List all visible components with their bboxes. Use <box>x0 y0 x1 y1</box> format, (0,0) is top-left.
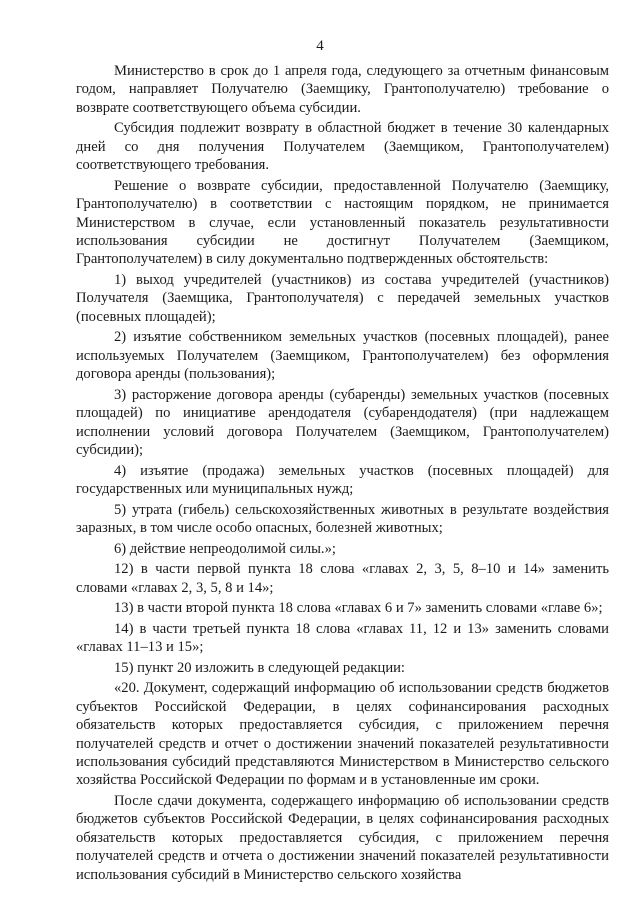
list-item-6: 6) действие непреодолимой силы.»; <box>114 540 336 557</box>
paragraph-return-exemption: Решение о возврате субсидии, предоставленной Получателю (Заемщику, Грантополучателю) в соответствии с настоящим порядком, не принимается Министерством в случае, если установленный показатель результативности использования субсидии не достигнут Получателем (Заемщиком, Грантополучателем) в силу документально подтвержденных обстоятельств: <box>76 177 609 268</box>
list-item-1: 1) выход учредителей (участников) из состава учредителей (участников) Получателя (Заемщика, Грантополучателя) с передачей земельных участков (посевных площадей); <box>76 272 609 325</box>
paragraph-item-20: «20. Документ, содержащий информацию об использовании средств бюджетов субъектов Российской Федерации, в целях софинансирования расходных обязательств которых предоставляется субсидия, с приложением перечня получателей средств и отчет о достижении значений показателей результативности использования субсидий представляются Министерством в Министерство сельского хозяйства Российской Федерации по формам и в установленные им сроки. <box>76 680 609 789</box>
list-item-5: 5) утрата (гибель) сельскохозяйственных животных в результате воздействия заразных, в том числе особо опасных, болезней животных; <box>76 501 609 537</box>
amendment-15: 15) пункт 20 изложить в следующей редакции: <box>114 659 405 676</box>
paragraph-return-deadline: Субсидия подлежит возврату в областной бюджет в течение 30 календарных дней со дня получения Получателем (Заемщиком, Грантополучателем) соответствующего требования. <box>76 120 609 174</box>
document-body <box>76 62 609 884</box>
amendment-12: 12) в части первой пункта 18 слова «главах 2, 3, 5, 8–10 и 14» заменить словами «главах 2, 3, 5, 8 и 14»; <box>76 561 609 596</box>
list-item-4: 4) изъятие (продажа) земельных участков (посевных площадей) для государственных или муниципальных нужд; <box>76 462 609 498</box>
list-item-2: 2) изъятие собственником земельных участков (посевных площадей), ранее используемых Получателем (Заемщиком, Грантополучателем) без оформления договора аренды (пользования); <box>76 329 609 383</box>
paragraph-after-submission: После сдачи документа, содержащего информацию об использовании средств бюджетов субъектов Российской Федерации, в целях софинансирования расходных обязательств которых предоставляется субсидия, с приложением перечня получателей средств и отчета о достижении значений показателей результативности использования субсидий в Министерство сельского хозяйства <box>76 793 609 883</box>
page-number: 4 <box>316 38 324 54</box>
paragraph-return-requirement: Министерство в срок до 1 апреля года, следующего за отчетным финансовым годом, направляет Получателю (Заемщику, Грантополучателю) требование о возврате соответствующего объема субсидии. <box>76 63 609 116</box>
amendment-13: 13) в части второй пункта 18 слова «главах 6 и 7» заменить словами «главе 6»; <box>114 600 603 617</box>
list-item-3: 3) расторжение договора аренды (субаренды) земельных участков (посевных площадей) по инициативе арендодателя (субарендодателя) (при надлежащем исполнении условий договора Получателем (Заемщиком, Грантополучателем) субсидии); <box>76 386 609 459</box>
amendment-14: 14) в части третьей пункта 18 слова «главах 11, 12 и 13» заменить словами «главах 11–13 и 15»; <box>76 620 609 656</box>
